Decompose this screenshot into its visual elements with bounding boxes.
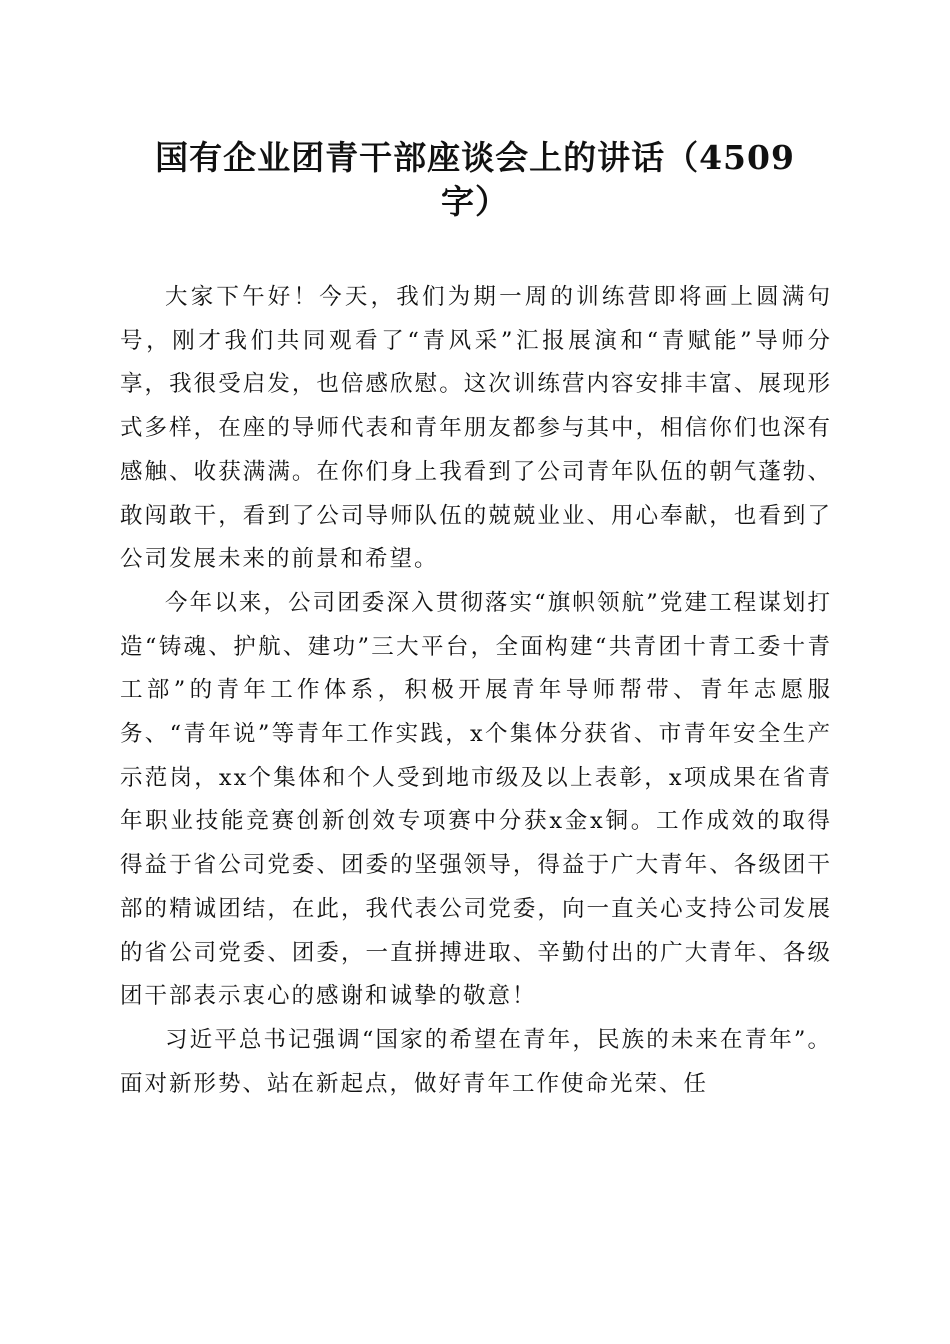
document-body <box>120 276 832 1106</box>
paragraph-youth-mission: 习近平总书记强调“国家的希望在青年，民族的未来在青年”。面对新形势、站在新起点，做好青年工作使命光荣、任 <box>120 1026 832 1097</box>
document-title <box>120 136 830 224</box>
title-line-2: 字） <box>441 182 509 221</box>
paragraph-achievements: 今年以来，公司团委深入贯彻落实“旗帜领航”党建工程谋划打造“铸魂、护航、建功”三大平台，全面构建“共青团十青工委十青工部”的青年工作体系，积极开展青年导师帮带、青年志愿服务、“青年说”等青年工作实践，x个集体分获省、市青年安全生产示范岗，xx个集体和个人受到地市级及以上表彰，x项成果在省青年职业技能竞赛创新创效专项赛中分获x金x铜。工作成效的取得得益于省公司党委、团委的坚强领导，得益于广大青年、各级团干部的精诚团结，在此，我代表公司党委，向一直关心支持公司发展的省公司党委、团委，一直拼搏进取、辛勤付出的广大青年、各级团干部表示衷心的感谢和诚挚的敬意！ <box>120 589 832 1010</box>
paragraph-greeting: 大家下午好！今天，我们为期一周的训练营即将画上圆满句号，刚才我们共同观看了“青风采”汇报展演和“青赋能”导师分享，我很受启发，也倍感欣慰。这次训练营内容安排丰富、展现形式多样，在座的导师代表和青年朋友都参与其中，相信你们也深有感触、收获满满。在你们身上我看到了公司青年队伍的朝气蓬勃、敢闯敢干，看到了公司导师队伍的兢兢业业、用心奉献，也看到了公司发展未来的前景和希望。 <box>120 284 832 573</box>
title-line-1: 国有企业团青干部座谈会上的讲话（4509 <box>155 138 795 177</box>
